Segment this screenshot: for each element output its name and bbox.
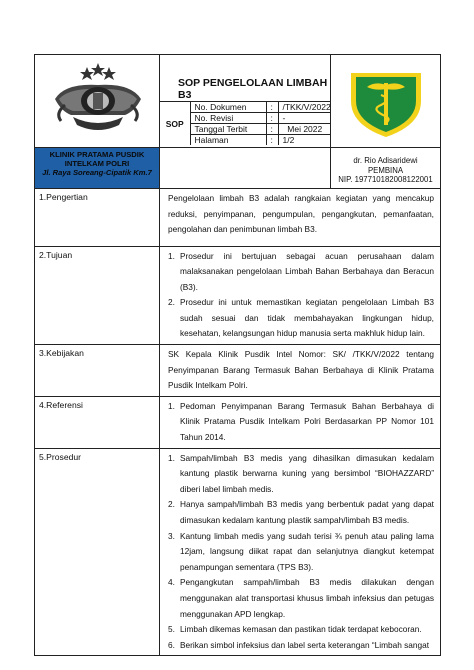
meta-value: Mei 2022 <box>278 124 331 135</box>
item-text: Pedoman Penyimpanan Barang Termasuk Bahan Berbahaya di Klinik Pratama Pusdik Intelkam Polri Berdasarkan PP Nomor 101 Tahun 2014. <box>180 400 434 443</box>
signer-name: dr. Rio Adisaridewi <box>353 156 418 165</box>
police-logo-cell <box>35 55 160 148</box>
item-number: 1. <box>168 452 175 463</box>
list-item <box>168 622 434 638</box>
medical-shield-icon <box>331 55 441 142</box>
item-number: 3. <box>168 530 175 541</box>
list-item <box>168 575 434 622</box>
item-text: Hanya sampah/limbah B3 medis yang berbentuk padat yang dapat dimasukan kedalam kantung plastik sampah/limbah B3 medis. <box>180 499 434 525</box>
list-item <box>168 399 434 446</box>
item-text: Prosedur ini untuk memastikan kegiatan pengelolaan Limbah B3 sudah sesuai dan tidak membahayakan lingkungan hidup, kesehatan, kelangsungan hidup manusia serta makhluk hidup lain. <box>180 297 434 339</box>
section-text-pengertian: Pengelolaan limbah B3 adalah rangkaian kegiatan yang mencakup reduksi, penyimpanan, pengumpulan, pengangkutan, pemanfaatan, pengolahan dan penimbunan limbah B3. <box>160 189 441 246</box>
item-text: Pengangkutan sampah/limbah B3 medis dilakukan dengan menggunakan alat transportasi khusus limbah infeksius dan petugas menggunakan APD lengkap. <box>180 577 434 619</box>
item-text: Limbah dikemas kemasan dan pastikan tidak terdapat kebocoran. <box>180 624 422 635</box>
meta-label: No. Dokumen <box>190 102 266 113</box>
item-number: 4. <box>168 577 175 588</box>
section-label-pengertian: 1.Pengertian <box>35 189 160 246</box>
item-text: Berikan simbol infeksius dan label serta keterangan “Limbah sangat <box>180 639 430 650</box>
item-number: 1. <box>168 250 175 261</box>
blank-header-cell <box>160 148 331 189</box>
item-number: 1. <box>168 400 175 411</box>
section-text-kebijakan: SK Kepala Klinik Pusdik Intel Nomor: SK/ /TKK/V/2022 tentang Penyimpanan Barang Termasuk Bahan Berbahaya di Klinik Pratama Pusdik Intelkam Polri. <box>160 345 441 397</box>
meta-sep: : <box>266 113 278 124</box>
item-number: 5. <box>168 624 175 635</box>
item-number: 2. <box>168 297 175 308</box>
sop-label: SOP <box>160 102 190 146</box>
item-text: Prosedur ini bertujuan sebagai acuan perusahaan dalam malaksanakan pengelolaan Limbah Bahan Berbahaya dan Beracun (B3). <box>180 250 434 292</box>
meta-sep: : <box>266 124 278 135</box>
meta-value: - <box>278 113 331 124</box>
sop-document <box>34 54 440 656</box>
clinic-logo-cell <box>331 55 441 148</box>
list-item <box>168 295 434 342</box>
clinic-address: Jl. Raya Soreang-Cipatik Km.7 <box>42 168 152 177</box>
section-label-prosedur: 5.Prosedur <box>35 448 160 656</box>
section-label-tujuan: 2.Tujuan <box>35 246 160 345</box>
section-label-kebijakan: 3.Kebijakan <box>35 345 160 397</box>
section-label-referensi: 4.Referensi <box>35 396 160 448</box>
content-table <box>34 189 441 656</box>
list-item <box>168 497 434 528</box>
item-number: 6. <box>168 639 175 650</box>
item-number: 2. <box>168 499 175 510</box>
meta-sep: : <box>266 135 278 146</box>
meta-sep: : <box>266 102 278 113</box>
signature-block <box>331 148 441 189</box>
list-item <box>168 249 434 296</box>
item-text: Kantung limbah medis yang sudah terisi ¾ penuh atau paling lama 12jam, langsung diikat rapat dan selanjutnya diangkut ketempat penampungan sementara (TPS B3). <box>180 530 434 572</box>
clinic-identity-band <box>35 148 160 189</box>
item-text: Sampah/limbah B3 medis yang dihasilkan dimasukan kedalam kantung plastik berwarna kuning yang bersimbol “BIOHAZZARD” diberi label limbah medis. <box>180 452 434 494</box>
meta-value: /TKK/V/2022 <box>278 102 331 113</box>
section-list-referensi <box>160 396 441 448</box>
list-item <box>168 529 434 576</box>
title-block <box>160 55 331 148</box>
meta-label: Tanggal Terbit <box>190 124 266 135</box>
document-title: SOP PENGELOLAAN LIMBAH B3 <box>178 77 328 101</box>
signer-rank: PEMBINA <box>367 165 404 175</box>
police-emblem-icon <box>35 55 160 142</box>
list-item <box>168 451 434 498</box>
meta-label: Halaman <box>190 135 266 146</box>
meta-value: 1/2 <box>278 135 331 146</box>
section-list-tujuan <box>160 246 441 345</box>
section-list-prosedur <box>160 448 441 656</box>
list-item <box>168 638 434 654</box>
meta-label: No. Revisi <box>190 113 266 124</box>
signer-nip: NIP. 197710182008122001 <box>338 175 433 184</box>
header-table <box>34 54 441 189</box>
clinic-name: KLINIK PRATAMA PUSDIK INTELKAM POLRI <box>49 150 145 168</box>
